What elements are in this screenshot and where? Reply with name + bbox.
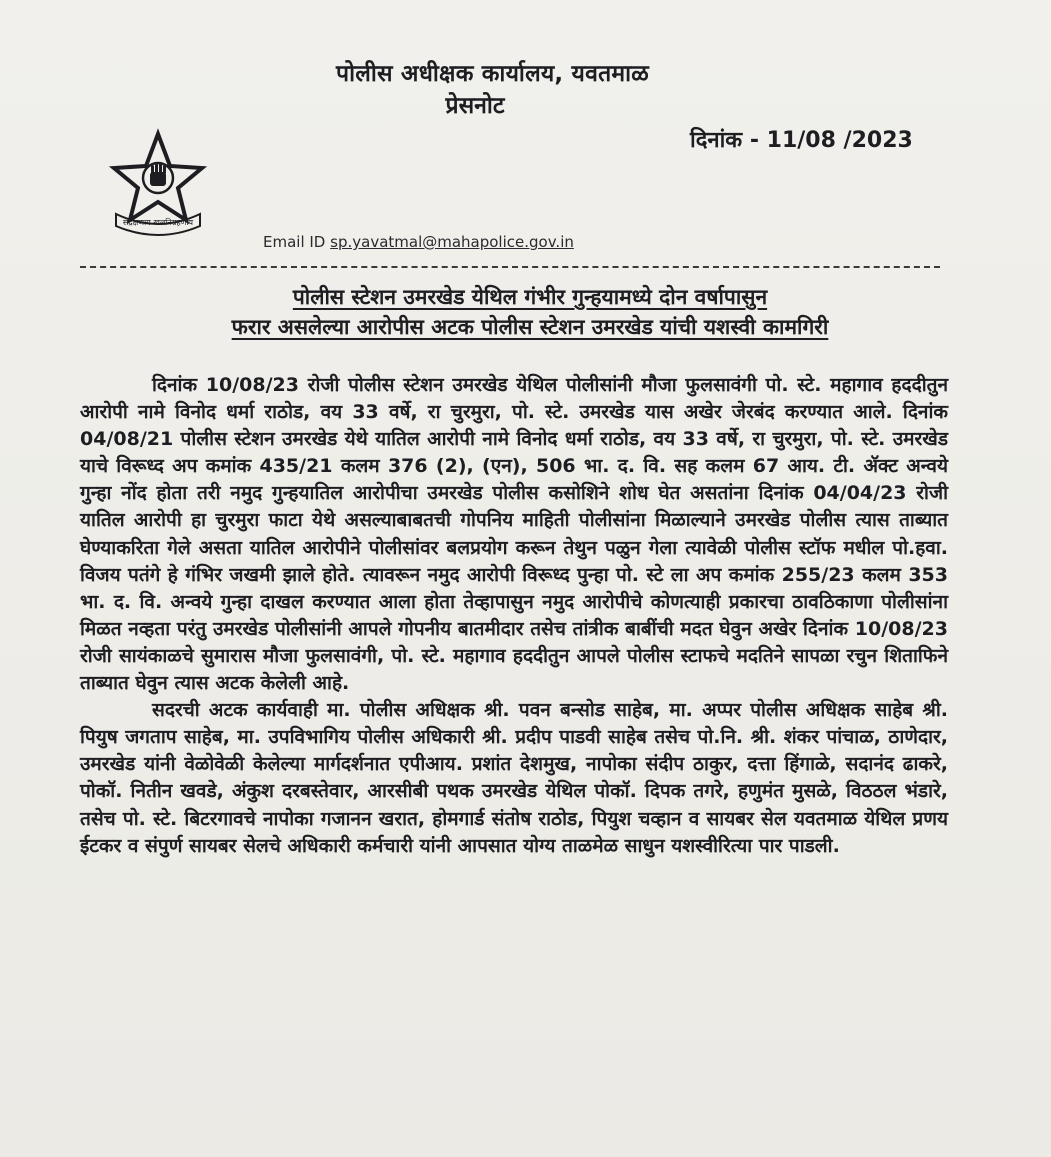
maharashtra-police-emblem-icon (84, 112, 232, 240)
headline (80, 282, 980, 342)
headline-line-1: पोलीस स्टेशन उमरखेड येथिल गंभीर गुन्हयामध्ये दोन वर्षापासुन (292, 285, 768, 309)
headline-line-2: फरार असलेल्या आरोपीस अटक पोलीस स्टेशन उमरखेड यांची यशस्वी कामगिरी (231, 315, 829, 339)
press-note-label: प्रेसनोट (445, 93, 505, 119)
emblem-top-text (104, 112, 215, 116)
date-line: दिनांक - 11/08 /2023 (690, 128, 913, 153)
body-paragraph-2: सदरची अटक कार्यवाही मा. पोलीस अधिक्षक श्री. पवन बन्सोड साहेब, मा. अप्पर पोलीस अधिक्षक साहेब श्री. पियुष जगताप साहेब, मा. उपविभागिय पोलीस अधिकारी श्री. प्रदीप पाडवी साहेब तसेच पो.नि. श्री. शंकर पांचाळ, ठाणेदार, उमरखेड यांनी वेळोवेळी केलेल्या मार्गदर्शनात एपीआय. प्रशांत देशमुख, नापोका संदीप ठाकुर, दत्ता हिंगाळे, सदानंद ढाकरे, पोकॉ. नितीन खवडे, अंकुश दरबस्तेवार, आरसीबी पथक उमरखेड येथिल पोकॉ. दिपक तगरे, हणुमंत मुसळे, विठठल भंडारे, तसेच पो. स्टे. बिटरगावचे नापोका गजानन खरात, होमगार्ड संतोष राठोड, पियुश चव्हान व सायबर सेल यवतमाळ येथिल प्रणय ईटकर व संपुर्ण सायबर सेलचे अधिकारी कर्मचारी यांनी आपसात योग्य ताळमेळ साधुन यशस्वीरित्या पार पाडली. (80, 699, 948, 857)
body-paragraph-1: दिनांक 10/08/23 रोजी पोलीस स्टेशन उमरखेड येथिल पोलीसांनी मौजा फुलसावंगी पो. स्टे. महागाव हददीतुन आरोपी नामे विनोद धर्मा राठोड, वय 33 वर्षे, रा चुरमुरा, पो. स्टे. उमरखेड यास अखेर जेरबंद करण्यात आले. दिनांक 04/08/21 पोलीस स्टेशन उमरखेड येथे यातिल आरोपी नामे विनोद धर्मा राठोड, वय 33 वर्षे, रा चुरमुरा, पो. स्टे. उमरखेड याचे विरूध्द अप कमांक 435/21 कलम 376 (2), (एन), 506 भा. द. वि. सह कलम 67 आय. टी. ॲक्ट अन्वये गुन्हा नोंद होता तरी नमुद गुन्हयातिल आरोपीचा उमरखेड पोलीस कसोशिने शोध घेत असतांना दिनांक 04/04/23 रोजी यातिल आरोपी हा चुरमुरा फाटा येथे असल्याबाबतची गोपनिय माहिती पोलीसांना मिळाल्याने उमरखेड पोलीस त्यास ताब्यात घेण्याकरिता गेले असता यातिल आरोपीने पोलीसांवर बलप्रयोग करून तेथुन पळुन गेला त्यावेळी पोलीस स्टॉफ मधील पो.हवा. विजय पतंगे हे गंभिर जखमी झाले होते. त्यावरून नमुद आरोपी विरूध्द पुन्हा पो. स्टे ला अप कमांक 255/23 कलम 353 भा. द. वि. अन्वये गुन्हा दाखल करण्यात आला होता तेव्हापासुन नमुद आरोपीचे कोणत्याही प्रकारचा ठावठिकाणा पोलीसांना मिळत नव्हता परंतु उमरखेड पोलीसांनी आपले गोपनीय बातमीदार तसेच तांत्रीक बाबींची मदत घेवुन अखेर दिनांक 10/08/23 रोजी सायंकाळचे सुमारास मौजा फुलसावंगी, पो. स्टे. महागाव हददीतुन आपले पोलीस स्टाफचे मदतिने सापळा रचुन शिताफिने ताब्यात घेवुन त्यास अटक केलेली आहे. (80, 374, 948, 695)
office-title: पोलीस अधीक्षक कार्यालय, यवतमाळ (336, 61, 649, 87)
email-link[interactable]: sp.yavatmal@mahapolice.gov.in (330, 233, 574, 251)
email-line (263, 233, 574, 251)
emblem-motto: सद्रक्षणाय खलनिग्रहणाय (122, 218, 194, 227)
emblem-svg (84, 112, 232, 240)
press-body (80, 372, 948, 860)
header-divider (80, 266, 940, 268)
email-label: Email ID (263, 233, 326, 251)
